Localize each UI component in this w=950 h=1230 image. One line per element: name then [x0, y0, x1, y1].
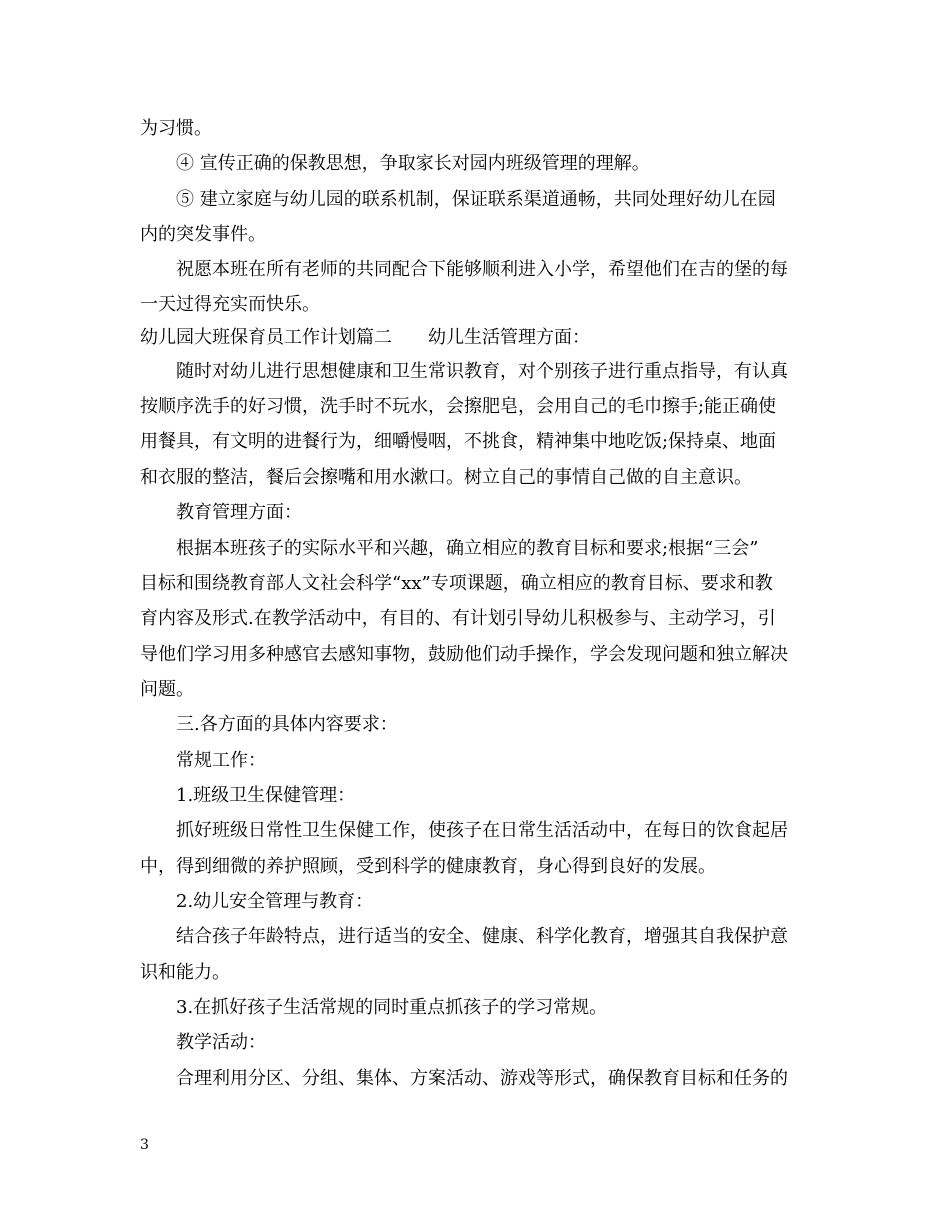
text-line: 导他们学习用多种感官去感知事物，鼓励他们动手操作，学会发现问题和独立解决	[140, 644, 788, 665]
text-line: 随时对幼儿进行思想健康和卫生常识教育，对个别孩子进行重点指导，有认真	[176, 361, 788, 382]
text-line: 按顺序洗手的好习惯，洗手时不玩水，会擦肥皂，会用自己的毛巾擦手;能正确使	[140, 396, 777, 417]
text-line: 育内容及形式.在教学活动中，有目的、有计划引导幼儿积极参与、主动学习，引	[140, 608, 776, 629]
text-line: 3.在抓好孩子生活常规的同时重点抓孩子的学习常规。	[176, 997, 608, 1018]
text-line: 合理利用分区、分组、集体、方案活动、游戏等形式，确保教育目标和任务的	[176, 1068, 788, 1089]
text-line: 2.幼儿安全管理与教育：	[176, 891, 374, 912]
text-line: 用餐具，有文明的进餐行为，细嚼慢咽，不挑食，精神集中地吃饭;保持桌、地面	[140, 431, 777, 452]
text-line: 教育管理方面：	[176, 502, 302, 523]
text-line: 一天过得充实而快乐。	[140, 294, 320, 315]
text-line: 常规工作：	[176, 750, 266, 771]
text-line: 内的突发事件。	[140, 224, 266, 245]
section-heading: 幼儿园大班保育员工作计划篇二 幼儿生活管理方面：	[140, 327, 590, 348]
text-line: 结合孩子年龄特点，进行适当的安全、健康、科学化教育，增强其自我保护意	[176, 926, 788, 947]
text-line: 问题。	[140, 679, 194, 700]
text-line: 三.各方面的具体内容要求：	[176, 714, 398, 735]
text-line: 教学活动：	[176, 1032, 266, 1053]
text-line: 中，得到细微的养护照顾，受到科学的健康教育，身心得到良好的发展。	[140, 856, 716, 877]
text-line: 祝愿本班在所有老师的共同配合下能够顺利进入小学，希望他们在吉的堡的每	[176, 259, 788, 280]
text-line: 识和能力。	[140, 962, 230, 983]
text-line: ④ 宣传正确的保教思想，争取家长对园内班级管理的理解。	[176, 153, 650, 174]
text-line: ⑤ 建立家庭与幼儿园的联系机制，保证联系渠道通畅，共同处理好幼儿在园	[176, 189, 776, 210]
text-line: 1.班级卫生保健管理：	[176, 785, 356, 806]
text-line: 为习惯。	[140, 118, 212, 139]
text-line: 目标和围绕教育部人文社会科学“xx”专项课题，确立相应的教育目标、要求和教	[140, 573, 773, 594]
text-line: 抓好班级日常性卫生保健工作，使孩子在日常生活活动中，在每日的饮食起居	[176, 820, 788, 841]
text-line: 和衣服的整洁，餐后会擦嘴和用水漱口。树立自己的事情自己做的自主意识。	[140, 467, 752, 488]
text-line: 根据本班孩子的实际水平和兴趣，确立相应的教育目标和要求;根据“三会”	[176, 538, 759, 559]
page-number: 3	[140, 1137, 149, 1153]
